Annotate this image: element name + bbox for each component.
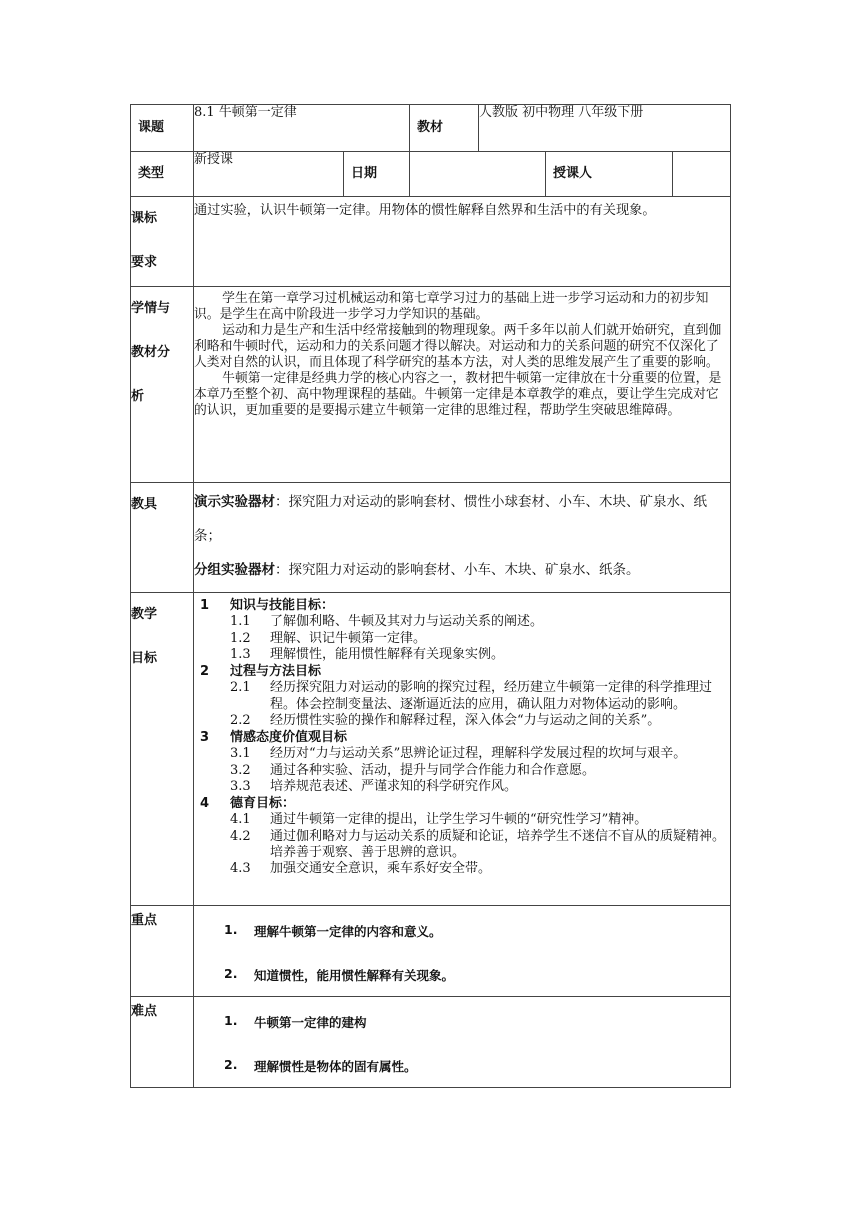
lesson-plan-table xyxy=(130,104,731,1088)
objective-section-2-title xyxy=(200,664,726,680)
objective-item xyxy=(200,746,726,762)
objectives-label-line2: 目标 xyxy=(131,651,158,666)
row-requirement xyxy=(131,197,731,287)
key-point-text: 理解牛顿第一定律的内容和意义。 xyxy=(254,924,442,939)
objective-section-num: 1 xyxy=(200,598,210,613)
analysis-label-line2: 教材分 xyxy=(131,345,171,360)
row-difficulties xyxy=(131,997,731,1088)
course-value: 8.1 牛顿第一定律 xyxy=(194,105,410,152)
objective-item xyxy=(200,812,726,828)
objective-item-text: 理解、识记牛顿第一定律。 xyxy=(270,630,427,646)
textbook-label: 教材 xyxy=(410,105,479,152)
requirement-label-line1: 课标 xyxy=(131,211,158,226)
objective-section-title: 知识与技能目标： xyxy=(230,598,335,613)
textbook-value: 人教版 初中物理 八年级下册 xyxy=(479,105,731,152)
equipment-group-label: 分组实验器材 xyxy=(194,562,275,578)
objective-item-text: 加强交通安全意识，乘车系好安全带。 xyxy=(270,861,492,876)
row-analysis xyxy=(131,287,731,483)
analysis-paragraph-1: 学生在第一章学习过机械运动和第七章学习过力的基础上进一步学习运动和力的初步知识。是学生在高中阶段进一步学习力学知识的基础。 xyxy=(194,291,709,322)
analysis-paragraph-3: 牛顿第一定律是经典力学的核心内容之一，教材把牛顿第一定律放在十分重要的位置，是本章乃至整个初、高中物理课程的基础。牛顿第一定律是本章教学的难点，要让学生完成对它的认识，更加重要的是要揭示建立牛顿第一定律的思维过程，帮助学生突破思维障碍。 xyxy=(194,371,722,418)
objective-item xyxy=(200,861,726,877)
objective-item-text: 经历探究阻力对运动的影响的探究过程，经历建立牛顿第一定律的科学推理过程。体会控制变量法、逐渐逼近法的应用，确认阻力对物体运动的影响。 xyxy=(270,680,713,712)
objective-item-text: 了解伽利略、牛顿及其对力与运动关系的阐述。 xyxy=(270,614,544,630)
difficulties-content xyxy=(194,997,731,1088)
objective-item-num: 4.1 xyxy=(230,812,251,828)
key-point-num: 1. xyxy=(224,922,238,937)
key-points-content xyxy=(194,906,731,997)
analysis-label xyxy=(131,287,194,483)
objective-item-num: 1.3 xyxy=(230,646,251,662)
row-type xyxy=(131,152,731,197)
date-label: 日期 xyxy=(344,152,410,197)
objective-section-num: 4 xyxy=(200,796,210,811)
objective-item-num: 3.2 xyxy=(230,762,251,778)
row-equipment xyxy=(131,483,731,593)
analysis-text xyxy=(194,287,731,483)
row-course xyxy=(131,105,731,152)
objective-item xyxy=(200,647,726,663)
equipment-text xyxy=(194,483,731,593)
objective-item xyxy=(200,631,726,647)
key-point-item xyxy=(194,922,730,940)
difficulty-item xyxy=(194,1057,730,1075)
equipment-label: 教具 xyxy=(131,483,194,593)
objective-item-text: 通过牛顿第一定律的提出，让学生学习牛顿的“研究性学习”精神。 xyxy=(270,812,648,828)
objective-item-text: 培养规范表述、严谨求知的科学研究作风。 xyxy=(270,778,518,794)
objective-item-num: 2.2 xyxy=(230,712,251,728)
objective-item xyxy=(200,779,726,795)
equipment-demo-text: ：探究阻力对运动的影响套材、惯性小球套材、小车、木块、矿泉水、纸条； xyxy=(194,494,707,544)
row-key-points xyxy=(131,906,731,997)
objective-item-text: 理解惯性，能用惯性解释有关现象实例。 xyxy=(270,646,505,662)
equipment-group xyxy=(194,553,730,587)
type-label: 类型 xyxy=(131,152,194,197)
objective-item-num: 3.3 xyxy=(230,778,251,794)
difficulty-text: 牛顿第一定律的建构 xyxy=(254,1015,367,1030)
difficulties-label: 难点 xyxy=(131,997,194,1088)
objective-item-text: 经历惯性实验的操作和解释过程，深入体会“力与运动之间的关系”。 xyxy=(270,712,661,728)
analysis-label-line3: 析 xyxy=(131,389,145,404)
difficulty-num: 1. xyxy=(224,1013,238,1028)
key-points-label: 重点 xyxy=(131,906,194,997)
analysis-paragraph-2: 运动和力是生产和生活中经常接触到的物理现象。两千多年以前人们就开始研究，直到伽利略和牛顿时代，运动和力的关系问题才得以解决。对运动和力的关系问题的研究不仅深化了人类对自然的认识，而且体现了科学研究的基本方法，对人类的思维发展产生了重要的影响。 xyxy=(194,323,722,370)
objective-section-3-title xyxy=(200,730,726,746)
requirement-label-line2: 要求 xyxy=(131,255,158,270)
objective-section-num: 2 xyxy=(200,664,210,679)
requirement-text: 通过实验，认识牛顿第一定律。用物体的惯性解释自然界和生活中的有关现象。 xyxy=(194,197,731,287)
objective-item-num: 4.2 xyxy=(230,828,251,844)
equipment-demo xyxy=(194,485,730,553)
objectives-label xyxy=(131,593,194,906)
objective-section-4-title xyxy=(200,796,726,812)
teacher-label: 授课人 xyxy=(546,152,673,197)
objective-section-title: 德育目标： xyxy=(230,796,296,811)
objective-item xyxy=(200,763,726,779)
objective-section-num: 3 xyxy=(200,730,210,745)
objective-item-num: 4.3 xyxy=(230,861,251,876)
objective-item-num: 1.1 xyxy=(230,614,251,630)
objective-section-title: 情感态度价值观目标 xyxy=(230,730,348,745)
key-point-text: 知道惯性，能用惯性解释有关现象。 xyxy=(254,968,455,983)
objective-item-text: 通过伽利略对力与运动关系的质疑和论证，培养学生不迷信不盲从的质疑精神。培养善于观察、善于思辨的意识。 xyxy=(270,828,726,860)
analysis-label-line1: 学情与 xyxy=(131,301,171,316)
equipment-demo-label: 演示实验器材 xyxy=(194,494,275,510)
objective-item xyxy=(200,680,726,713)
key-point-item xyxy=(194,966,730,984)
equipment-group-text: ：探究阻力对运动的影响套材、小车、木块、矿泉水、纸条。 xyxy=(275,562,640,578)
type-value: 新授课 xyxy=(194,152,344,197)
objective-item-num: 2.1 xyxy=(230,680,251,696)
difficulty-item xyxy=(194,1013,730,1031)
row-objectives xyxy=(131,593,731,906)
requirement-label xyxy=(131,197,194,287)
objective-item-text: 经历对“力与运动关系”思辨论证过程，理解科学发展过程的坎坷与艰辛。 xyxy=(270,746,687,762)
objective-item-text: 通过各种实验、活动，提升与同学合作能力和合作意愿。 xyxy=(270,762,596,778)
objective-item-num: 1.2 xyxy=(230,630,251,646)
objective-item xyxy=(200,614,726,630)
course-label: 课题 xyxy=(131,105,194,152)
difficulty-text: 理解惯性是物体的固有属性。 xyxy=(254,1059,417,1074)
objectives-content xyxy=(194,593,731,906)
objective-item-num: 3.1 xyxy=(230,746,251,762)
date-value xyxy=(410,152,546,197)
objectives-label-line1: 教学 xyxy=(131,607,158,622)
objective-section-title: 过程与方法目标 xyxy=(230,664,322,679)
difficulty-num: 2. xyxy=(224,1057,238,1072)
objective-item xyxy=(200,713,726,729)
objective-section-1-title xyxy=(200,598,726,614)
teacher-value xyxy=(673,152,731,197)
key-point-num: 2. xyxy=(224,966,238,981)
objective-item xyxy=(200,829,726,862)
